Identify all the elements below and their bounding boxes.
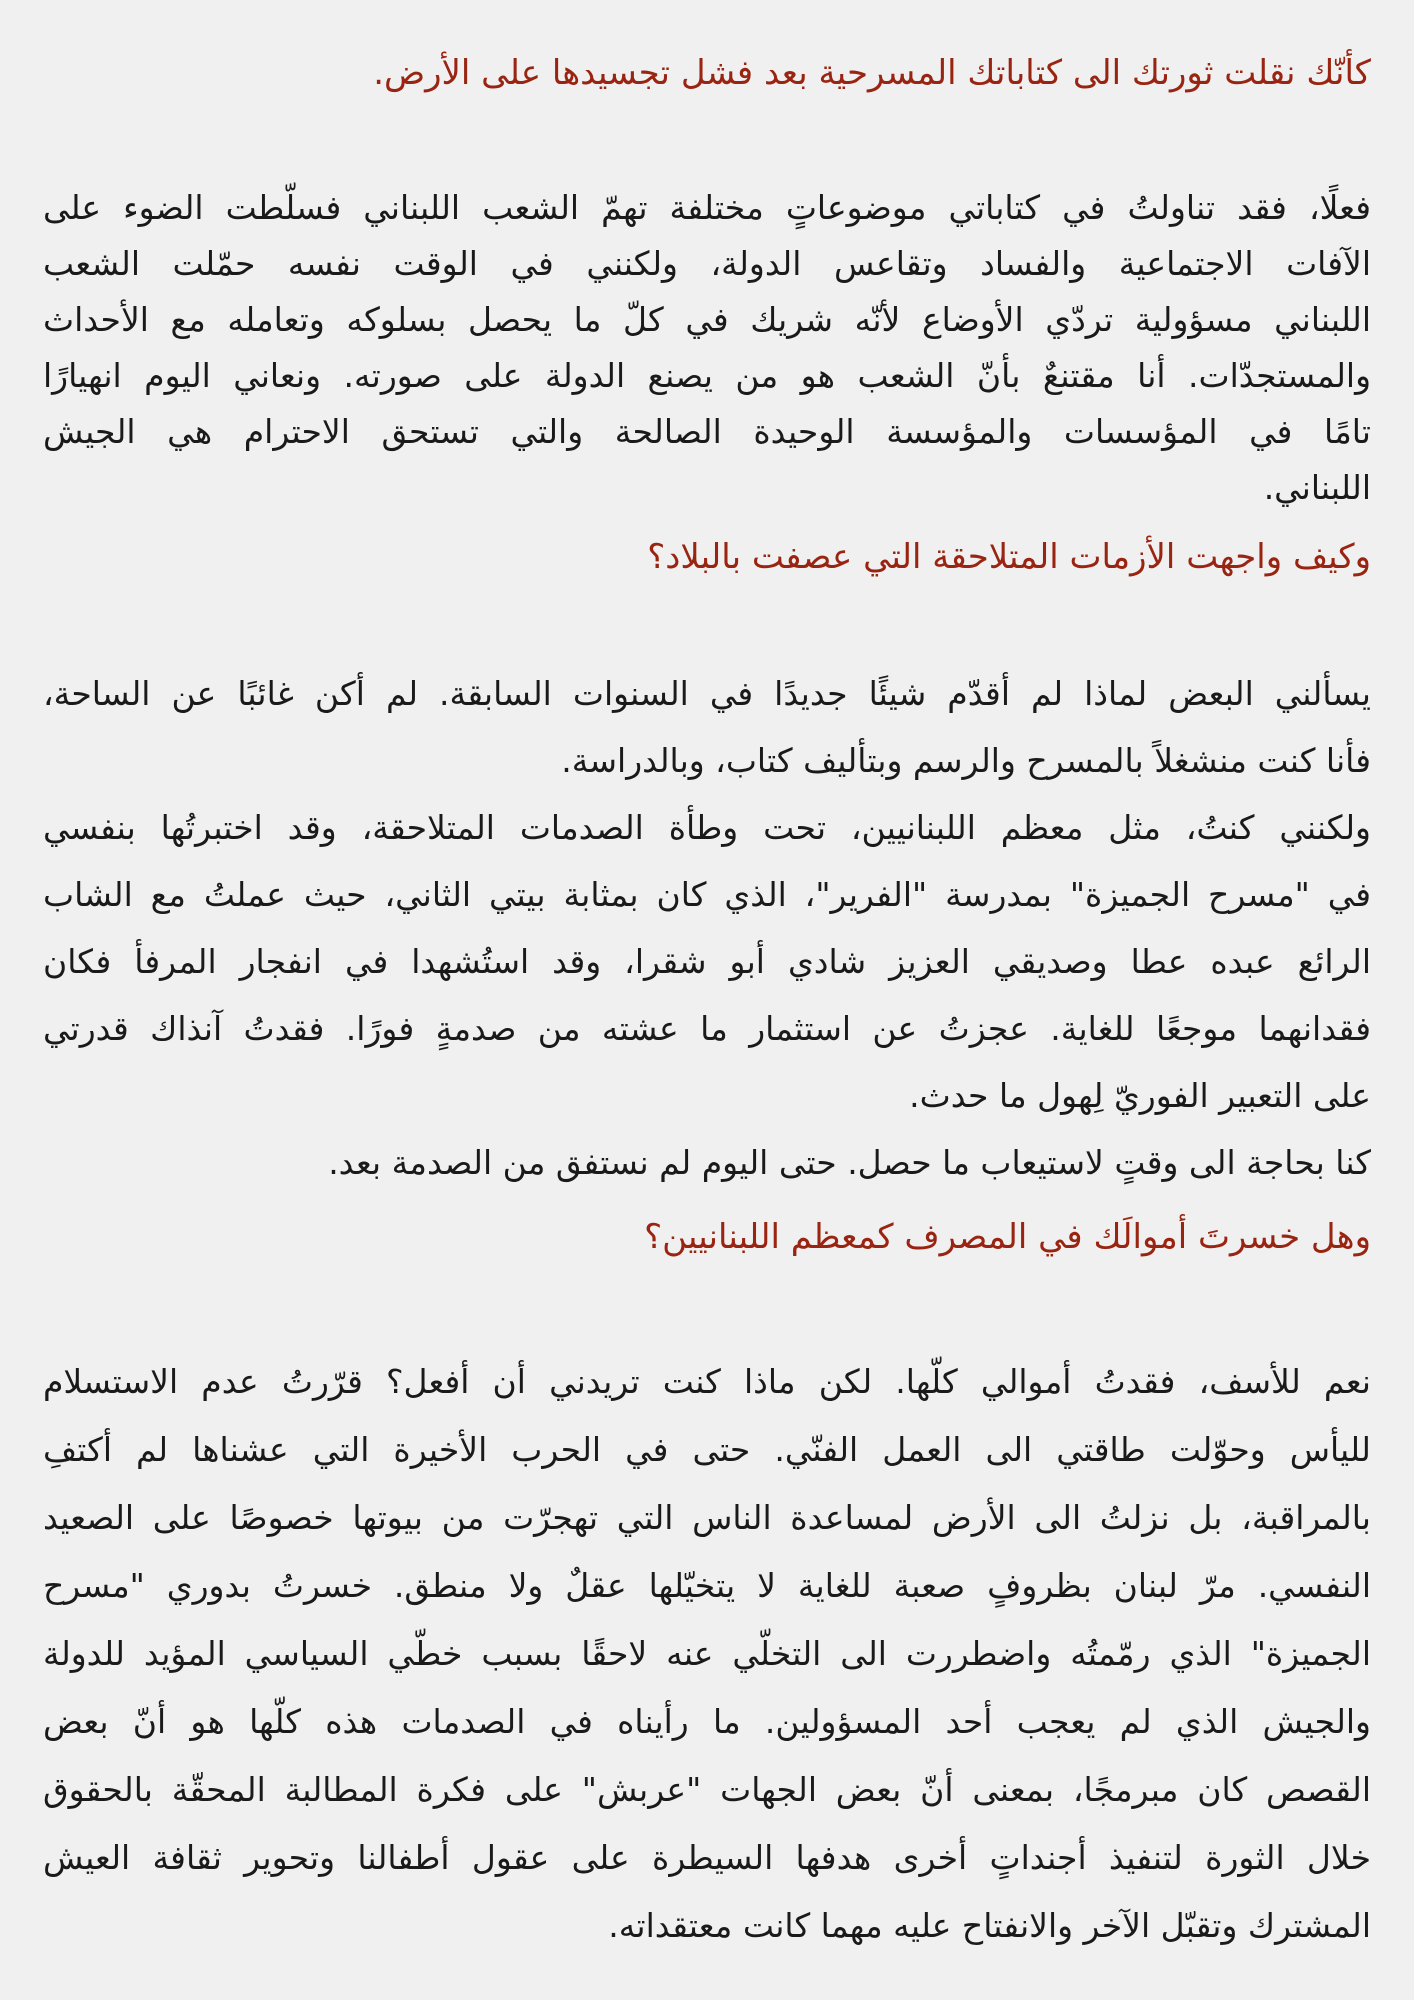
text-line: على التعبير الفوريّ لِهول ما حدث. — [909, 1076, 1371, 1115]
question-2: وكيف واجهت الأزمات المتلاحقة التي عصفت بالبلاد؟ — [647, 537, 1371, 577]
text-line: كنا بحاجة الى وقتٍ لاستيعاب ما حصل. حتى اليوم لم نستفق من الصدمة بعد. — [328, 1143, 1371, 1182]
text-line: النفسي. مرّ لبنان بظروفٍ صعبة للغاية لا يتخيّلها عقلٌ ولا منطق. خسرتُ بدوري "مسرح — [43, 1566, 1371, 1605]
text-line: اللبناني مسؤولية تردّي الأوضاع لأنّه شريك في كلّ ما يحصل بسلوكه وتعامله مع الأحداث — [43, 300, 1371, 339]
text-line: نعم للأسف، فقدتُ أموالي كلّها. لكن ماذا كنت تريدني أن أفعل؟ قرّرتُ عدم الاستسلام — [43, 1362, 1371, 1401]
text-line: فأنا كنت منشغلاً بالمسرح والرسم وبتأليف كتاب، وبالدراسة. — [561, 741, 1371, 780]
answer-2-paragraph-2 — [43, 794, 1371, 1196]
answer-3-paragraph — [43, 1348, 1371, 1960]
text-line: الرائع عبده عطا وصديقي العزيز شادي أبو شقرا، وقد استُشهدا في انفجار المرفأ فكان — [43, 942, 1371, 981]
text-line: اللبناني. — [1263, 468, 1371, 507]
text-line: الآفات الاجتماعية والفساد وتقاعس الدولة، ولكنني في الوقت نفسه حمّلت الشعب — [43, 244, 1371, 283]
text-line: والجيش الذي لم يعجب أحد المسؤولين. ما رأيناه في الصدمات هذه كلّها هو أنّ بعض — [43, 1702, 1371, 1741]
text-line: القصص كان مبرمجًا، بمعنى أنّ بعض الجهات "عربش" على فكرة المطالبة المحقّة بالحقوق — [43, 1770, 1371, 1809]
text-line: الجميزة" الذي رمّمتُه واضطررت الى التخلّي عنه لاحقًا بسبب خطّي السياسي المؤيد للدولة — [43, 1634, 1371, 1673]
text-line: فقدانهما موجعًا للغاية. عجزتُ عن استثمار ما عشته من صدمةٍ فورًا. فقدتُ آنذاك قدرتي — [43, 1009, 1371, 1048]
text-line: لليأس وحوّلت طاقتي الى العمل الفنّي. حتى في الحرب الأخيرة التي عشناها لم أكتفِ — [43, 1430, 1371, 1469]
answer-2-paragraph-1 — [43, 660, 1371, 794]
answer-1-paragraph — [43, 180, 1371, 516]
text-line: خلال الثورة لتنفيذ أجنداتٍ أخرى هدفها السيطرة على عقول أطفالنا وتحوير ثقافة العيش — [43, 1838, 1371, 1877]
text-line: في "مسرح الجميزة" بمدرسة "الفرير"، الذي كان بمثابة بيتي الثاني، حيث عملتُ مع الشاب — [43, 875, 1371, 914]
text-line: والمستجدّات. أنا مقتنعٌ بأنّ الشعب هو من يصنع الدولة على صورته. ونعاني اليوم انهيارًا — [43, 356, 1371, 395]
question-1: كأنّك نقلت ثورتك الى كتاباتك المسرحية بعد فشل تجسيدها على الأرض. — [373, 53, 1371, 93]
text-line: المشترك وتقبّل الآخر والانفتاح عليه مهما كانت معتقداته. — [608, 1906, 1371, 1945]
text-line: بالمراقبة، بل نزلتُ الى الأرض لمساعدة الناس التي تهجرّت من بيوتها خصوصًا على الصعيد — [43, 1498, 1371, 1537]
text-line: يسألني البعض لماذا لم أقدّم شيئًا جديدًا في السنوات السابقة. لم أكن غائبًا عن الساحة، — [43, 674, 1371, 713]
question-3: وهل خسرتَ أموالَك في المصرف كمعظم اللبنانيين؟ — [644, 1217, 1371, 1257]
text-line: فعلًا، فقد تناولتُ في كتاباتي موضوعاتٍ مختلفة تهمّ الشعب اللبناني فسلّطت الضوء على — [43, 188, 1371, 227]
text-line: ولكنني كنتُ، مثل معظم اللبنانيين، تحت وطأة الصدمات المتلاحقة، وقد اختبرتُها بنفسي — [43, 808, 1371, 847]
text-line: تامًا في المؤسسات والمؤسسة الوحيدة الصالحة والتي تستحق الاحترام هي الجيش — [43, 412, 1371, 451]
